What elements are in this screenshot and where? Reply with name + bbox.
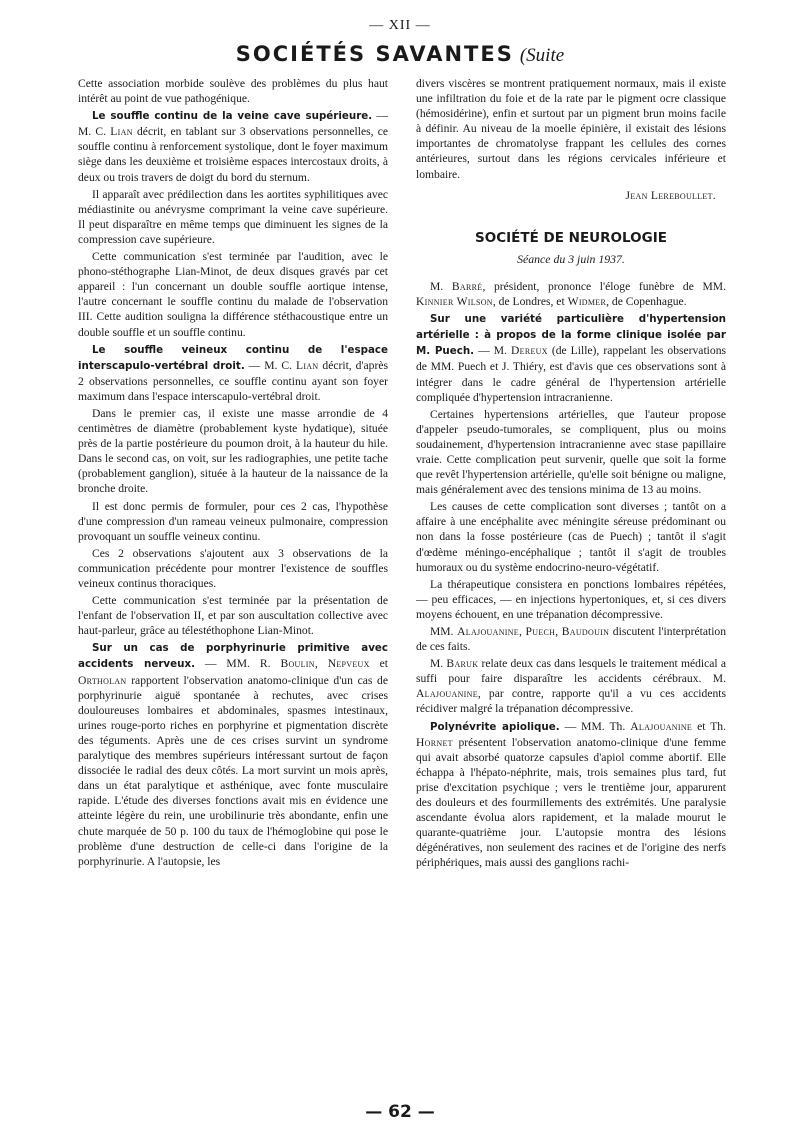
author-name: Lian xyxy=(295,358,319,372)
subsection-heading: Polynévrite apiolique. xyxy=(430,720,560,733)
text-run: — MM. Th. xyxy=(559,719,631,733)
author-name: Nepveux xyxy=(327,657,370,671)
text-run: présentent l'observation anatomo-clinique d'une femme qui avait absorbé quatorze capsules d'apiol comme abortif. Elle échappa à l'hépato-néphrite, mais, trois semaines plus tard, fut prise d'excitation psychique ; vers le trentième jour, apparurent des douleurs et des fourmillements des extrémités. Une paralysie ascendante évolua alors rapidement, et la malade mourut le quarante-quatrième jour. L'autopsie montra des lésions dégénératives, non seulement des racines et de l'origine des nerfs périphériques, mais aussi des ganglions rachi- xyxy=(416,735,726,870)
paragraph: divers viscères se montrent pratiquement normaux, mais il existe une infiltration du foie et de la rate par le pigment ocre classique (hémosidérine), enfin et surtout par un pigment brun moins facile à définir. Au niveau de la moelle épinière, il existait des lésions importantes de chromatolyse frappant les cellules des cornes antérieures, surtout dans les régions cervicales inférieure et lombaire. xyxy=(416,77,726,181)
author-name: Puech xyxy=(525,625,556,638)
paragraph xyxy=(416,656,726,716)
author-name: Dereux xyxy=(510,344,548,358)
text-run: , de Londres, et xyxy=(492,295,568,309)
paragraph: Ces 2 observations s'ajoutent aux 3 observations de la communication précédente pour montrer l'existence de souffles veineux continus thoraciques. xyxy=(78,546,388,590)
right-column xyxy=(416,76,726,873)
paragraph: Les causes de cette complication sont diverses ; tantôt on a affaire à une encéphalite avec méningite séreuse prédominant ou non dans la fosse postérieure (cas de Puech) ; tantôt il s'agit d'œdème méningo-encéphalique ; tantôt il s'agit de troubles humoraux ou du système endocrino-neuro-végétatif. xyxy=(416,500,726,574)
paragraph xyxy=(78,108,388,184)
author-name: Barré xyxy=(451,279,483,293)
text-run: — M. C. xyxy=(78,109,388,139)
author-name: Baruk xyxy=(446,657,479,671)
author-name: Baudouin xyxy=(561,625,610,638)
subsection-heading: Sur une variété particulière d'hypertension artérielle : à propos de la forme clinique isolée par M. Puech. xyxy=(416,313,726,358)
running-head-title: SOCIÉTÉS SAVANTES xyxy=(235,42,514,66)
text-run: — MM. R. xyxy=(195,657,281,671)
paragraph: Dans le premier cas, il existe une masse arrondie de 4 centimètres de diamètre (probablement kyste hydatique), située près de la partie postérieure du poumon droit, à la hauteur du hile. Dans le second cas, on voit, sur les radiographies, une petite tache (probablement ganglion), située à la hauteur de la naissance de la bronche droite. xyxy=(78,406,388,496)
signature: Jean Lereboullet. xyxy=(625,188,716,202)
paragraph xyxy=(78,342,388,404)
text-run: M. xyxy=(430,657,447,671)
subsection-heading: Le souffle veineux continu de l'espace interscapulo-vertébral droit. xyxy=(78,343,388,372)
paragraph: Cette communication s'est terminée par la présentation de l'enfant de l'observation II, et par son auscultation collective avec haut-parleur, grâce au télestéthophone Lian-Minot. xyxy=(78,594,388,638)
author-name: Alajouanine xyxy=(457,625,519,638)
text-run: , xyxy=(314,657,328,671)
text-run: relate deux cas dans lesquels le traitement médical a suffi pour faire disparaître les accidents cérébraux. M. xyxy=(416,657,726,686)
section-heading: SOCIÉTÉ DE NEUROLOGIE xyxy=(475,229,667,246)
subsection-heading: Sur un cas de porphyrinurie primitive avec accidents nerveux. xyxy=(78,642,388,671)
text-run: et Th. xyxy=(692,719,726,733)
text-run: MM. xyxy=(430,625,458,638)
text-run: décrit, en tablant sur 3 observations personnelles, ce souffle continu à renforcement systolique, dont le foyer maximum siège dans les deuxième et troisième espaces intercostaux droits, à deux ou trois travers de doigt du bord du sternum. xyxy=(78,125,389,184)
paragraph xyxy=(416,311,726,405)
author-name: Alajouanine xyxy=(630,719,693,733)
author-name: Widmer xyxy=(567,295,607,309)
paragraph xyxy=(416,279,726,309)
text-run: , xyxy=(555,625,562,638)
text-run: — M. C. xyxy=(244,358,296,372)
paragraph xyxy=(416,719,726,871)
text-run: , par contre, rapporte qu'il a vu ces accidents récidiver malgré la trépanation décompressive. xyxy=(416,687,726,716)
text-run: , président, prononce l'éloge funèbre de MM. xyxy=(482,279,726,293)
running-head-suite: (Suite xyxy=(519,45,565,66)
paragraph: Cette communication s'est terminée par l'audition, avec le phono-stéthographe Lian-Minot, de deux disques gravés par cet appareil : l'un concernant un double souffle aortique intense, l'autre concernant le souffle continu du malade de l'observation III. Cette audition souligna la différence stéthacoustique entre un double souffle et un souffle continu. xyxy=(78,250,388,339)
paragraph: Certaines hypertensions artérielles, que l'auteur propose d'appeler pseudo-tumorales, se compliquent, plus ou moins soudainement, d'hypertension intracranienne avec stase papillaire vraie. Cette complication peut survenir, quelle que soit la forme que revêt l'hypertension artérielle, qu'elle soit bénigne ou maligne, mais généralement avec des tensions minima de 13 au moins. xyxy=(416,407,726,497)
paragraph: Cette association morbide soulève des problèmes du plus haut intérêt au point de vue pathogénique. xyxy=(78,77,388,106)
text-run: (de Lille), rappelant les observations de MM. Puech et J. Thiéry, est d'avis que ces observations sont à intégrer dans le cadre général de l'hypertension artérielle compliquée d'hypertension intracranienne. xyxy=(416,344,727,404)
left-column xyxy=(78,76,388,871)
author-name: Lian xyxy=(110,125,133,139)
text-run: — M. xyxy=(474,344,511,358)
running-head xyxy=(0,42,800,67)
paragraph xyxy=(78,640,388,868)
author-name: Hornet xyxy=(416,735,453,749)
text-run: , de Copenhague. xyxy=(606,295,687,309)
author-name: Ortholan xyxy=(78,673,127,687)
paragraph: Il est donc permis de formuler, pour ces 2 cas, l'hypothèse d'une compression d'un rameau veineux pulmonaire, compression provoquant un souffle veineux continu. xyxy=(78,499,388,543)
subsection-heading: Le souffle continu de la veine cave supérieure. xyxy=(92,110,373,123)
text-run: M. xyxy=(430,279,452,293)
session-date: Séance du 3 juin 1937. xyxy=(517,251,625,266)
text-run: , xyxy=(519,625,526,638)
author-name: Alajouanine xyxy=(416,687,478,701)
author-name: Kinnier Wilson xyxy=(416,295,493,309)
roman-page-number: — XII — xyxy=(369,18,431,33)
paragraph: Il apparaît avec prédilection dans les aortites syphilitiques avec médiastinite ou anévrysme comprimant la veine cave supérieure. Il peut disparaître en même temps que diminuent les signes de la compression cave supérieure. xyxy=(78,187,388,246)
text-run: décrit, d'après 2 observations personnelles, ce souffle continu ayant son foyer maximum dans l'espace interscapulo-vertébral droit. xyxy=(78,358,388,403)
text-run: et xyxy=(369,657,389,671)
paragraph xyxy=(416,624,726,654)
paragraph: La thérapeutique consistera en ponctions lombaires répétées, — peu efficaces, — en injections hypertoniques, et, si ces divers moyens échouent, en une trépanation décompressive. xyxy=(416,577,726,621)
page-number: — 62 — xyxy=(365,1102,435,1122)
text-run: rapportent l'observation anatomo-clinique d'un cas de porphyrinurie aiguë spontanée à rechutes, avec crises douloureuses lombaires et abdominales, spasmes intestinaux, urines rouge-porto riches en porphyrine et pigmentation discrète des téguments. Après une de ces crises survint un syndrome paralytique des membres supérieurs intéressant surtout de façon dissociée le radial des deux côtés. La mort survint un mois après, dans un état paralytique et asthénique, avec fonte musculaire rapide. L'étude des diverses fonctions avait mis en évidence une atteinte légère du rein, une urobilinurie très abondante, enfin une chute marquée de 50 p. 100 du taux de l'hémoglobine qui pose le problème d'une destruction de celle-ci dans l'origine de la porphyrinurie. A l'autopsie, les xyxy=(78,673,388,868)
author-name: Boulin xyxy=(280,657,315,671)
text-run: discutent l'interprétation de ces faits. xyxy=(416,625,727,654)
